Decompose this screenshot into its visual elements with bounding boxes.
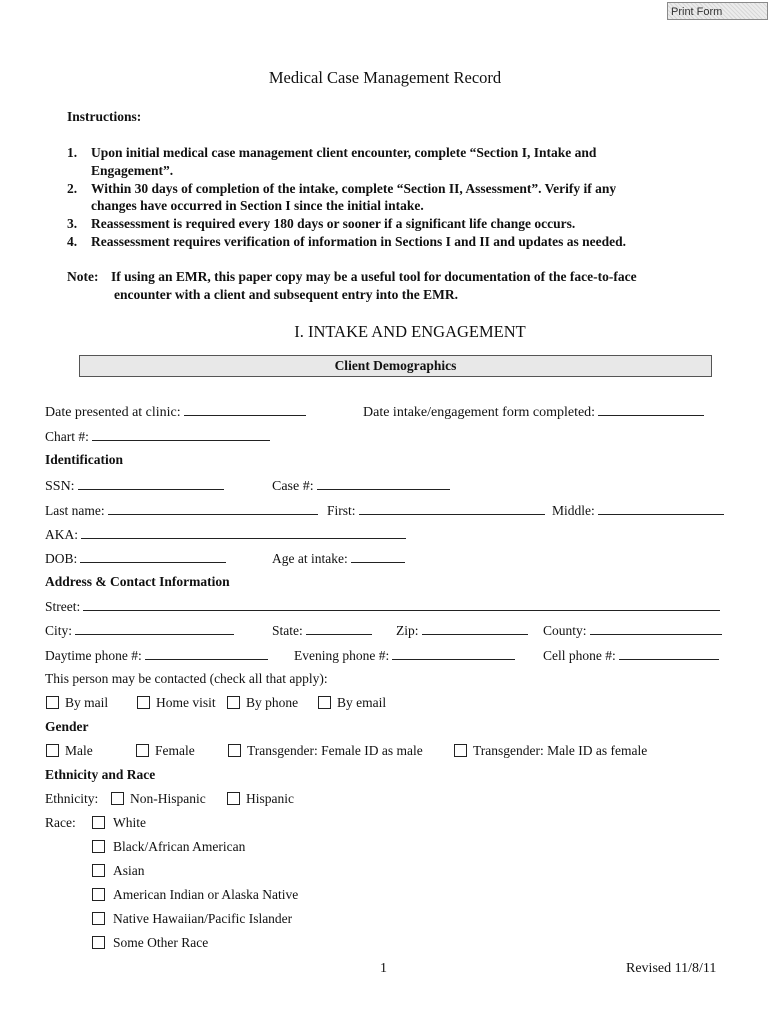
race-asian-label: Asian [113,863,145,878]
date-presented-line[interactable] [184,403,306,416]
last-name-line[interactable] [108,502,318,515]
race-label: Race: [45,815,76,830]
instruction-1-line2: Engagement”. [91,163,174,178]
aka-line[interactable] [81,526,406,539]
ssn-field[interactable] [45,477,224,495]
daytime-phone-line[interactable] [145,647,268,660]
daytime-phone-field[interactable] [45,647,268,664]
street-field[interactable] [45,598,720,615]
case-label: Case #: [272,479,314,494]
cell-phone-label: Cell phone #: [543,648,616,663]
client-demographics-banner: Client Demographics [79,355,712,377]
instruction-2-line2: changes have occurred in Section I since the initial intake. [91,198,424,213]
ethnicity-hispanic-label: Hispanic [246,791,294,806]
date-intake-label: Date intake/engagement form completed: [363,405,596,420]
chart-line[interactable] [92,428,270,441]
state-line[interactable] [306,622,372,635]
state-label: State: [272,623,303,638]
age-field[interactable] [272,550,405,567]
page-number: 1 [380,961,387,976]
instruction-4-number: 4. [67,234,78,249]
zip-label: Zip: [396,623,419,638]
gender-female-label: Female [155,743,195,758]
instructions-heading: Instructions: [67,109,142,124]
contact-by-mail-checkbox[interactable] [46,696,59,709]
aka-field[interactable] [45,526,406,543]
chart-label: Chart #: [45,429,89,444]
street-line[interactable] [83,598,720,611]
gender-trans-male-id-female-checkbox[interactable] [454,744,467,757]
gender-trans-female-id-male[interactable] [228,743,423,759]
race-black-checkbox[interactable] [92,840,105,853]
contact-by-mail[interactable] [46,695,108,711]
instruction-2-number: 2. [67,181,78,196]
revised-date: Revised 11/8/11 [626,961,717,976]
race-asian[interactable] [92,863,145,879]
contact-home-visit[interactable] [137,695,216,711]
section-title: I. INTAKE AND ENGAGEMENT [294,322,526,341]
gender-trans-female-id-male-checkbox[interactable] [228,744,241,757]
contact-by-phone-label: By phone [246,695,299,710]
address-heading: Address & Contact Information [45,574,230,589]
instruction-4-line1: Reassessment requires verification of information in Sections I and II and updates as needed. [91,234,627,249]
race-native-hawaiian[interactable] [92,911,292,927]
instruction-1-number: 1. [67,145,78,160]
contact-by-email-label: By email [337,695,387,710]
gender-female[interactable] [136,743,195,759]
ethnicity-hispanic-checkbox[interactable] [227,792,240,805]
print-form-button[interactable]: Print Form [667,2,768,20]
gender-heading: Gender [45,719,89,734]
contact-by-mail-label: By mail [65,695,109,710]
contact-by-phone[interactable] [227,695,298,711]
city-line[interactable] [75,622,234,635]
gender-male-checkbox[interactable] [46,744,59,757]
gender-trans-male-id-female-label: Transgender: Male ID as female [473,743,648,758]
instruction-3-line1: Reassessment is required every 180 days or sooner if a significant life change occurs. [91,216,576,231]
note-line2: encounter with a client and subsequent entry into the EMR. [114,287,459,302]
race-white-checkbox[interactable] [92,816,105,829]
gender-trans-female-id-male-label: Transgender: Female ID as male [247,743,423,758]
race-white[interactable] [92,815,146,831]
street-label: Street: [45,599,81,614]
race-asian-checkbox[interactable] [92,864,105,877]
page-title: Medical Case Management Record [268,68,502,87]
evening-phone-field[interactable] [294,647,515,664]
contact-by-email[interactable] [318,695,386,711]
cell-phone-line[interactable] [619,647,719,660]
dob-field[interactable] [45,550,226,567]
instruction-2-line1: Within 30 days of completion of the intake, complete “Section II, Assessment”. Verify if any [91,181,617,196]
contact-home-visit-checkbox[interactable] [137,696,150,709]
county-field[interactable] [543,622,722,639]
date-intake-line[interactable] [598,403,704,416]
gender-male-label: Male [65,743,93,758]
date-presented-field[interactable] [45,403,306,421]
county-label: County: [543,623,587,638]
race-black-label: Black/African American [113,839,246,854]
state-field[interactable] [272,622,372,639]
race-native-hawaiian-label: Native Hawaiian/Pacific Islander [113,911,293,926]
race-other[interactable] [92,935,208,951]
cell-phone-field[interactable] [543,647,719,664]
contact-prompt: This person may be contacted (check all that apply): [45,671,328,686]
ssn-line[interactable] [78,477,224,490]
race-american-indian-label: American Indian or Alaska Native [113,887,299,902]
identification-heading: Identification [45,452,124,467]
ethnicity-non-hispanic[interactable] [111,791,206,807]
ssn-label: SSN: [45,479,75,494]
note-line1: If using an EMR, this paper copy may be a useful tool for documentation of the face-to-face [111,269,637,284]
first-name-line[interactable] [359,502,545,515]
ethnicity-non-hispanic-label: Non-Hispanic [130,791,206,806]
aka-label: AKA: [45,527,78,542]
race-other-label: Some Other Race [113,935,209,950]
city-label: City: [45,623,73,638]
county-line[interactable] [590,622,722,635]
chart-field[interactable] [45,428,270,445]
dob-label: DOB: [45,551,78,566]
zip-field[interactable] [396,622,528,639]
instruction-1-line1: Upon initial medical case management client encounter, complete “Section I, Intake and [91,145,597,160]
last-name-field[interactable] [45,502,318,519]
contact-home-visit-label: Home visit [156,695,216,710]
ethnicity-non-hispanic-checkbox[interactable] [111,792,124,805]
contact-by-phone-checkbox[interactable] [227,696,240,709]
age-label: Age at intake: [272,551,348,566]
middle-name-line[interactable] [598,502,724,515]
daytime-phone-label: Daytime phone #: [45,648,142,663]
note-label: Note: [67,269,99,284]
race-other-checkbox[interactable] [92,936,105,949]
instruction-3-number: 3. [67,216,78,231]
dob-line[interactable] [80,550,226,563]
ethnicity-race-heading: Ethnicity and Race [45,767,156,782]
evening-phone-label: Evening phone #: [294,648,390,663]
race-american-indian-checkbox[interactable] [92,888,105,901]
zip-line[interactable] [422,622,528,635]
first-name-label: First: [327,503,356,518]
gender-female-checkbox[interactable] [136,744,149,757]
last-name-label: Last name: [45,503,105,518]
age-line[interactable] [351,550,405,563]
race-black[interactable] [92,839,245,855]
gender-male[interactable] [46,743,93,759]
case-field[interactable] [272,477,450,495]
contact-by-email-checkbox[interactable] [318,696,331,709]
date-intake-field[interactable] [363,403,704,421]
race-white-label: White [113,815,146,830]
ethnicity-label: Ethnicity: [45,791,99,806]
race-native-hawaiian-checkbox[interactable] [92,912,105,925]
first-name-field[interactable] [327,502,545,519]
date-presented-label: Date presented at clinic: [45,405,181,420]
evening-phone-line[interactable] [392,647,515,660]
case-line[interactable] [317,477,450,490]
city-field[interactable] [45,622,234,639]
race-american-indian[interactable] [92,887,298,903]
ethnicity-hispanic[interactable] [227,791,294,807]
gender-trans-male-id-female[interactable] [454,743,647,759]
middle-name-label: Middle: [552,503,595,518]
middle-name-field[interactable] [552,502,724,519]
